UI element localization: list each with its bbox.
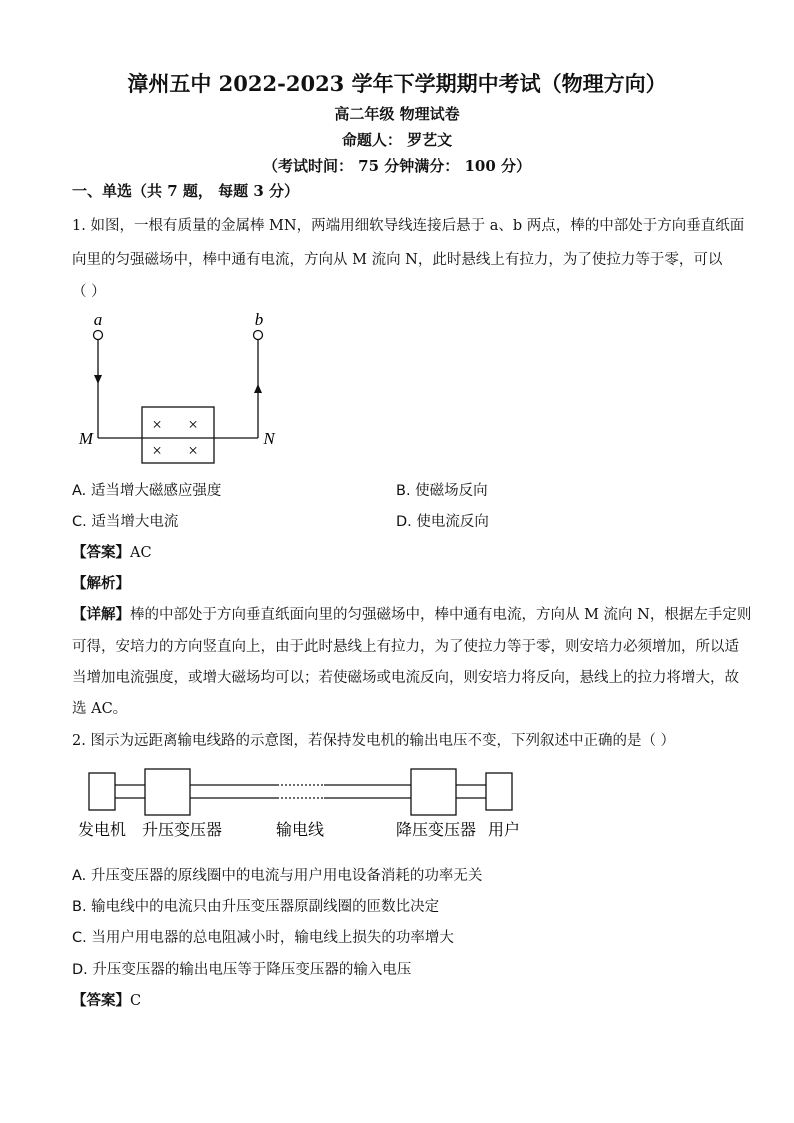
- label-b: b: [254, 310, 264, 329]
- label-user: 用户: [487, 822, 521, 839]
- answer-tag: 【答案】: [72, 544, 130, 561]
- label-step-down: 降压变压器: [395, 822, 477, 839]
- q1-detail-line1: [72, 603, 751, 624]
- detail-text: 棒的中部处于方向垂直纸面向里的匀强磁场中，棒中通有电流，方向从 M 流向 N，根据左手定则: [130, 607, 752, 623]
- q1-stem-line3: （ ）: [72, 284, 106, 300]
- q1-option-c: C. 适当增大电流: [72, 514, 179, 530]
- q1-analysis-tag: [72, 572, 130, 593]
- q2-option-a: A. 升压变压器的原线圈中的电流与用户用电设备消耗的功率无关: [72, 868, 483, 884]
- label-N: N: [263, 429, 275, 448]
- q1-stem-line2: 向里的匀强磁场中，棒中通有电流，方向从 M 流向 N，此时悬线上有拉力，为了使拉力等于零，可以: [72, 252, 723, 268]
- point-b-terminal: [254, 331, 263, 340]
- section-heading: 一、单选（共 7 题， 每题 3 分）: [72, 182, 299, 200]
- down-arrow: [94, 375, 102, 384]
- field-mark: ×: [152, 415, 162, 434]
- q1-option-a: A. 适当增大磁感应强度: [72, 483, 222, 499]
- q2-transmission-figure: [72, 765, 532, 845]
- q2-answer: [72, 989, 141, 1010]
- q2-option-d: D. 升压变压器的输出电压等于降压变压器的输入电压: [72, 962, 412, 978]
- q1-detail-line2: 可得，安培力的方向竖直向上，由于此时悬线上有拉力，为了使拉力等于零，则安培力必须增加，所以适: [72, 639, 739, 655]
- label-M: M: [78, 429, 94, 448]
- page-title: 漳州五中 2022-2023 学年下学期期中考试（物理方向）: [127, 71, 667, 96]
- step-down-transformer-box: [411, 769, 456, 815]
- analysis-tag: 【解析】: [72, 575, 130, 592]
- detail-tag: 【详解】: [72, 606, 130, 623]
- generator-box: [89, 773, 115, 810]
- q1-circuit-figure: [70, 305, 290, 465]
- step-up-transformer-box: [145, 769, 190, 815]
- label-line: 输电线: [275, 822, 325, 839]
- user-box: [486, 773, 512, 810]
- q1-detail-line3: 当增加电流强度，或增大磁场均可以；若使磁场或电流反向，则安培力将反向，悬线上的拉力将增大，故: [72, 670, 739, 686]
- author-line: 命题人： 罗艺文: [341, 131, 453, 149]
- q1-detail-line4: 选 AC。: [72, 701, 128, 717]
- q2-option-c: C. 当用户用电器的总电阻减小时，输电线上损失的功率增大: [72, 930, 454, 946]
- answer-tag: 【答案】: [72, 992, 130, 1009]
- q1-option-d: D. 使电流反向: [396, 514, 489, 530]
- label-generator: 发电机: [77, 822, 127, 839]
- field-mark: ×: [188, 441, 198, 460]
- q1-answer: [72, 541, 152, 562]
- q1-stem-line1: 1. 如图，一根有质量的金属棒 MN，两端用细软导线连接后悬于 a、b 两点，棒的中部处于方向垂直纸面: [72, 218, 745, 234]
- field-mark: ×: [152, 441, 162, 460]
- grade-subject: 高二年级 物理试卷: [334, 105, 460, 123]
- answer-value: AC: [130, 545, 152, 561]
- time-score-line: （考试时间： 75 分钟满分： 100 分）: [262, 157, 532, 175]
- up-arrow: [254, 384, 262, 393]
- label-step-up: 升压变压器: [141, 822, 223, 839]
- field-mark: ×: [188, 415, 198, 434]
- point-a-terminal: [94, 331, 103, 340]
- q2-option-b: B. 输电线中的电流只由升压变压器原副线圈的匝数比决定: [72, 899, 440, 915]
- label-a: a: [93, 310, 103, 329]
- answer-value: C: [130, 993, 142, 1009]
- q2-stem: 2. 图示为远距离输电线路的示意图，若保持发电机的输出电压不变，下列叙述中正确的是（ ）: [72, 733, 676, 749]
- q1-option-b: B. 使磁场反向: [396, 483, 488, 499]
